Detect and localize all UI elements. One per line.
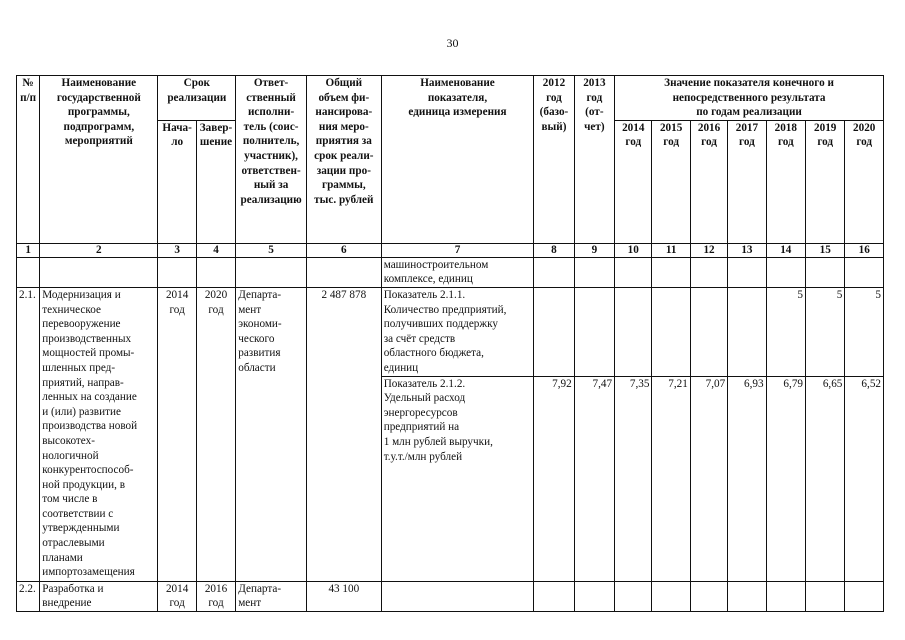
start-year: 2014 год — [158, 581, 196, 611]
header-year: 2018 год — [766, 120, 805, 243]
value-2018: 6,79 — [766, 376, 805, 581]
value-2015: 7,21 — [652, 376, 690, 581]
column-number: 10 — [615, 243, 652, 257]
header-start: Нача- ло — [158, 120, 196, 243]
header-year: 2014 год — [615, 120, 652, 243]
page-number: 30 — [446, 36, 459, 50]
value-2019: 5 — [806, 287, 845, 376]
header-values: Значение показателя конечного и непосредственного результата по годам реализации — [615, 76, 884, 121]
column-number: 1 — [17, 243, 40, 257]
column-number: 16 — [845, 243, 884, 257]
value-2014: 7,35 — [615, 376, 652, 581]
row-number: 2.1. — [17, 287, 40, 581]
column-number: 2 — [40, 243, 158, 257]
start-year: 2014 год — [158, 287, 196, 581]
column-number-row — [17, 243, 884, 257]
indicator-name: Показатель 2.1.2. Удельный расход энергоресурсов предприятий на 1 млн рублей выручки, т.у.т./млн рублей — [381, 376, 534, 581]
value-2016: 7,07 — [690, 376, 727, 581]
header-volume: Общий объем фи- нансирова- ния меро- приятия за срок реали- зации про- граммы, тыс. рублей — [306, 76, 381, 244]
funding-volume: 2 487 878 — [306, 287, 381, 581]
header-2012: 2012 год (базо- вый) — [534, 76, 574, 244]
row-number: 2.2. — [17, 581, 40, 611]
value-2012: 7,92 — [534, 376, 574, 581]
continuation-row — [17, 257, 884, 287]
header-year: 2019 год — [806, 120, 845, 243]
continuation-indicator: машиностроительном комплексе, единиц — [381, 257, 534, 287]
value-2013: 7,47 — [574, 376, 614, 581]
column-number: 7 — [381, 243, 534, 257]
column-number: 15 — [806, 243, 845, 257]
column-number: 8 — [534, 243, 574, 257]
program-indicators-table — [16, 75, 884, 612]
responsible-executor: Департа- мент экономи- ческого развития области — [236, 287, 307, 581]
header-indicator: Наименование показателя, единица измерения — [381, 76, 534, 244]
column-number: 6 — [306, 243, 381, 257]
measure-name: Модернизация и техническое перевооружение производственных мощностей промы- шленных пред- приятий, направ- ленных на создание и (или) развитие производства новой высокотех- нологичной конкурентоспособ- ной продукции, в том числе в соответствии с утвержденными отраслевыми планами импортозамещения — [40, 287, 158, 581]
table-row-2-2 — [17, 581, 884, 611]
value-2019: 6,65 — [806, 376, 845, 581]
value-2017: 6,93 — [728, 376, 766, 581]
header-no: № п/п — [17, 76, 40, 244]
column-number: 3 — [158, 243, 196, 257]
end-year: 2016 год — [196, 581, 235, 611]
header-year: 2020 год — [845, 120, 884, 243]
header-2013: 2013 год (от- чет) — [574, 76, 614, 244]
header-year: 2016 год — [690, 120, 727, 243]
column-number: 13 — [728, 243, 766, 257]
header-row-1 — [17, 76, 884, 121]
measure-name: Разработка и внедрение — [40, 581, 158, 611]
header-name: Наименование государственной программы, подпрограмм, мероприятий — [40, 76, 158, 244]
header-year: 2015 год — [652, 120, 690, 243]
value-2020: 5 — [845, 287, 884, 376]
header-period: Срок реализации — [158, 76, 236, 121]
funding-volume: 43 100 — [306, 581, 381, 611]
table-row-2-1-ind1 — [17, 287, 884, 376]
column-number: 12 — [690, 243, 727, 257]
column-number: 4 — [196, 243, 235, 257]
indicator-name: Показатель 2.1.1. Количество предприятий, получивших поддержку за счёт средств областного бюджета, единиц — [381, 287, 534, 376]
column-number: 5 — [236, 243, 307, 257]
header-responsible: Ответ- ственный исполни- тель (соис- полнитель, участник), ответствен- ный за реализацию — [236, 76, 307, 244]
column-number: 14 — [766, 243, 805, 257]
responsible-executor: Департа- мент — [236, 581, 307, 611]
header-end: Завер- шение — [196, 120, 235, 243]
column-number: 11 — [652, 243, 690, 257]
end-year: 2020 год — [196, 287, 235, 581]
column-number: 9 — [574, 243, 614, 257]
value-2020: 6,52 — [845, 376, 884, 581]
value-2018: 5 — [766, 287, 805, 376]
header-year: 2017 год — [728, 120, 766, 243]
